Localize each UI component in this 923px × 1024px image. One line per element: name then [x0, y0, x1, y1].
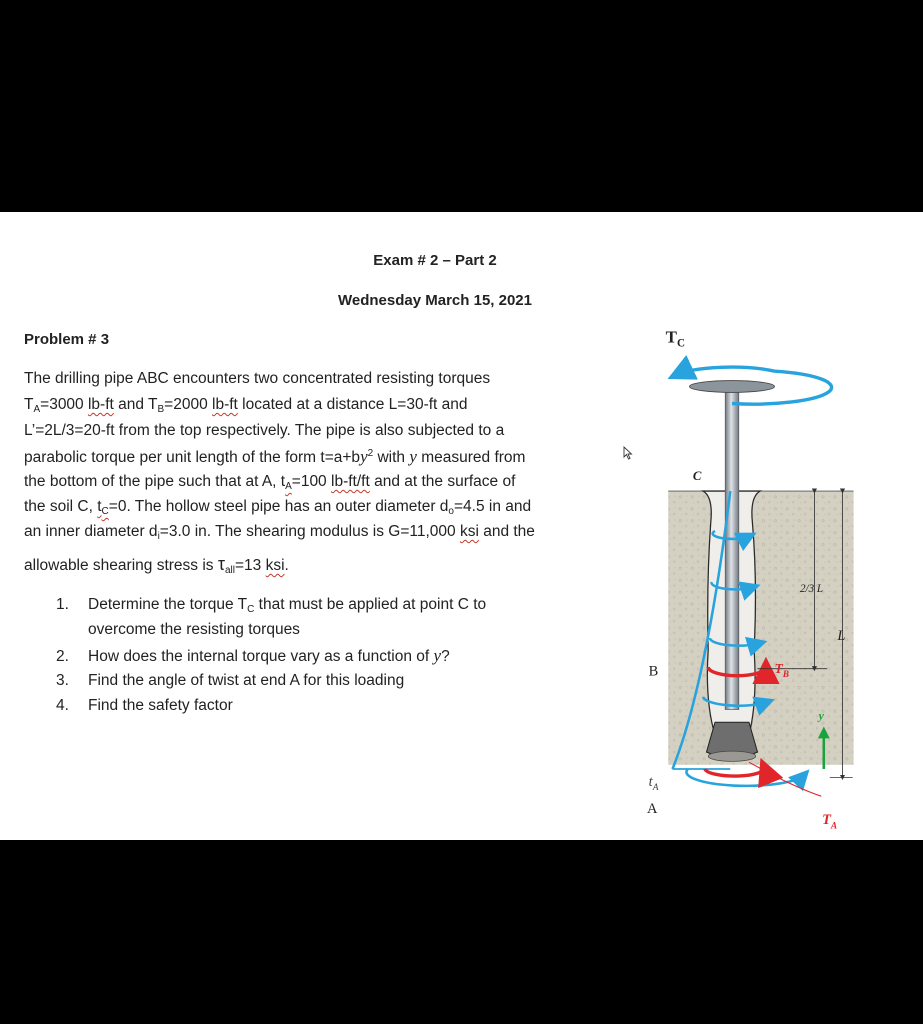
- top-disk: [690, 381, 775, 393]
- exam-title: Exam # 2 – Part 2: [373, 252, 497, 269]
- soil-block: [668, 491, 853, 765]
- bit-cuttings: [708, 751, 756, 761]
- problem-line-1: The drilling pipe ABC encounters two concentrated resisting torques: [24, 370, 491, 387]
- document-page: [0, 212, 923, 840]
- problem-line-5: the bottom of the pipe such that at A, $t_A=100$ lb-ft/ft and at the surface of: [24, 473, 516, 492]
- label-dim-l: L: [837, 627, 846, 644]
- drill-pipe: [725, 387, 739, 710]
- question-3: 3. Find the angle of twist at end A for this loading: [56, 672, 405, 689]
- problem-line-7: an inner diameter $d_i=3.0$ in. The shearing modulus is G=11,000 ksi and the: [24, 523, 535, 542]
- distributed-torque-arrow: [686, 769, 804, 786]
- drill-pipe-figure: [630, 327, 860, 837]
- problem-line-6: the soil C, $t_C=0$. The hollow steel pipe has an outer diameter $d_o=4.5$ in and: [24, 498, 532, 517]
- label-c: C: [692, 469, 702, 483]
- problem-line-4: parabolic torque per unit length of the form $t=a+by^2$ with y measured from: [24, 447, 526, 466]
- question-4: 4. Find the safety factor: [56, 697, 233, 714]
- ta-leader: [749, 762, 821, 796]
- label-y: y: [818, 708, 824, 723]
- label-a: A: [647, 801, 658, 818]
- label-b: B: [648, 663, 659, 680]
- problem-line-3: L’=2L/3=20-ft from the top respectively. The pipe is also subjected to a: [24, 422, 505, 439]
- question-1: 1. Determine the torque $T_C$ that must be applied at point C to: [56, 596, 487, 615]
- label-ta: $T_A$: [822, 812, 838, 832]
- question-1-continued: overcome the resisting torques: [88, 621, 300, 638]
- problem-line-2: $T_A=3000$ lb-ft and $T_B=2000$ lb-ft located at a distance L=30-ft and: [24, 396, 468, 415]
- question-2: 2. How does the internal torque vary as a function of y?: [56, 646, 450, 665]
- label-dim-23l: 2/3 L: [800, 583, 824, 596]
- label-tc: $T_C$: [665, 327, 686, 350]
- exam-date: Wednesday March 15, 2021: [338, 292, 532, 309]
- label-ta-small: $t_A$: [648, 774, 659, 794]
- problem-heading: Problem # 3: [24, 331, 110, 348]
- label-tb: $T_B$: [774, 660, 790, 681]
- problem-line-8: allowable shearing stress is $\tau_{all}=13$ ksi.: [24, 554, 289, 576]
